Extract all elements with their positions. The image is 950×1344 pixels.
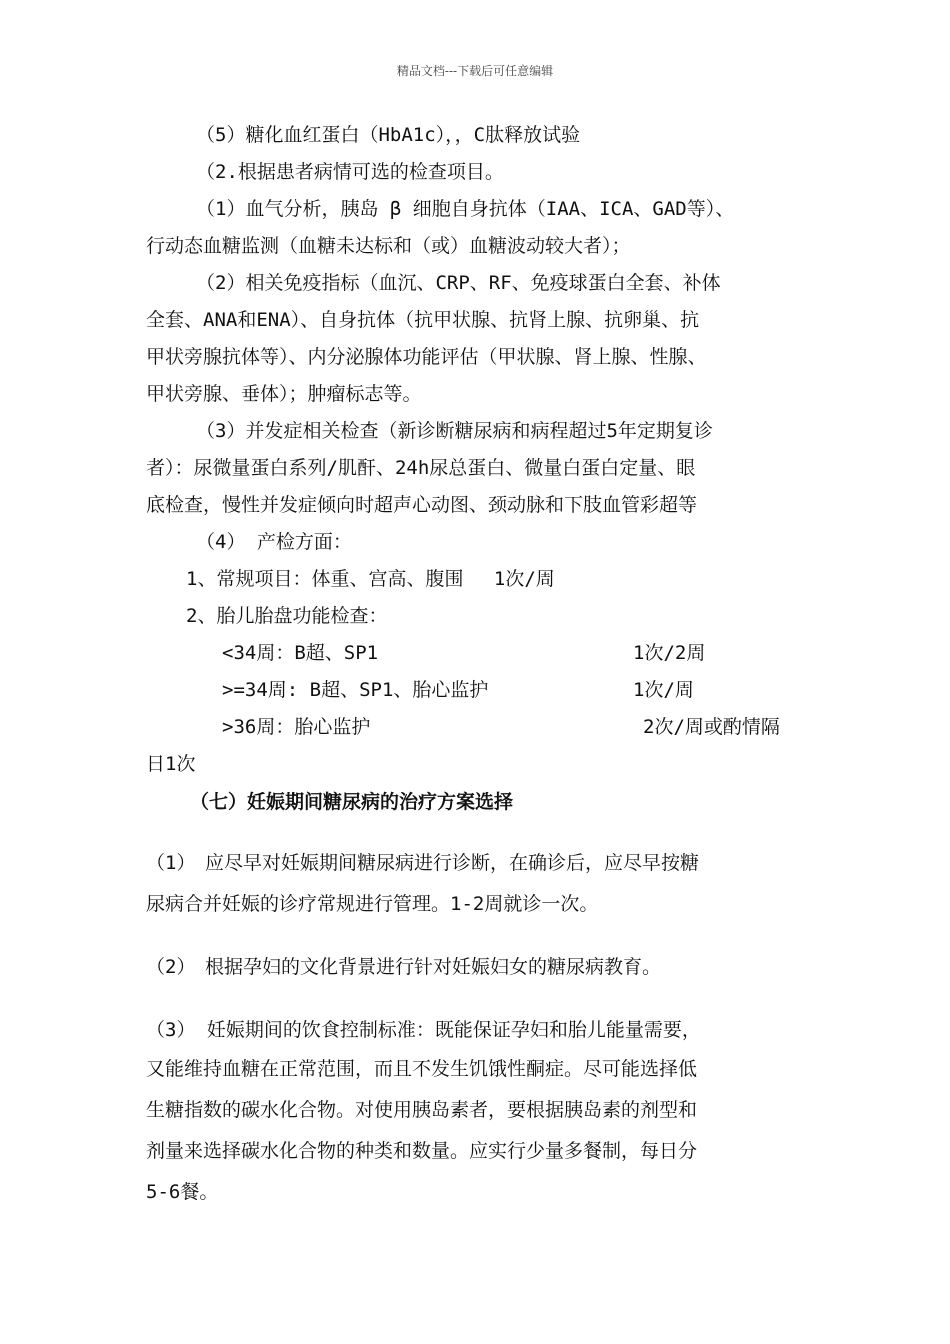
- text-line: 底检查，慢性并发症倾向时超声心动图、颈动脉和下肢血管彩超等: [146, 494, 698, 516]
- text-line: 日1次: [146, 753, 196, 775]
- schedule-label: >36周：胎心监护: [222, 716, 371, 738]
- page-header: 精品文档---下载后可任意编辑: [396, 64, 554, 78]
- text-line: 2、胎儿胎盘功能检查：: [186, 605, 388, 627]
- text-line: （5）糖化血红蛋白（HbA1c），，C肽释放试验: [196, 124, 581, 146]
- text-line: 甲状旁腺、垂体）；肿瘤标志等。: [146, 383, 422, 405]
- text-line: （3）并发症相关检查（新诊断糖尿病和病程超过5年定期复诊: [196, 420, 713, 442]
- text-line: （2.根据患者病情可选的检查项目。: [196, 161, 504, 183]
- text-line: 全套、ANA和ENA）、自身抗体（抗甲状腺、抗肾上腺、抗卵巢、抗: [146, 309, 700, 331]
- section-title: （七）妊娠期间糖尿病的治疗方案选择: [190, 791, 514, 813]
- text-line: （1）血气分析，胰岛 β 细胞自身抗体（IAA、ICA、GAD等）、: [196, 198, 735, 220]
- text-line: 甲状旁腺抗体等）、内分泌腺体功能评估（甲状腺、肾上腺、性腺、: [146, 346, 707, 368]
- text-line: （4） 产检方面：: [196, 531, 352, 553]
- text-line: 又能维持血糖在正常范围，而且不发生饥饿性酮症。尽可能选择低: [146, 1058, 698, 1080]
- schedule-frequency: 2次/周或酌情隔: [643, 716, 780, 738]
- schedule-label: <34周：B超、SP1: [222, 642, 379, 664]
- text-line: 行动态血糖监测（血糖未达标和（或）血糖波动较大者）；: [146, 235, 631, 257]
- text-line: 剂量来选择碳水化合物的种类和数量。应实行少量多餐制，每日分: [146, 1140, 698, 1162]
- text-line: 尿病合并妊娠的诊疗常规进行管理。1-2周就诊一次。: [146, 893, 599, 915]
- schedule-frequency: 1次/周: [633, 679, 694, 701]
- text-line: 5-6餐。: [146, 1181, 219, 1203]
- text-line: 生糖指数的碳水化合物。对使用胰岛素者，要根据胰岛素的剂型和: [146, 1099, 698, 1121]
- schedule-label: >=34周: B超、SP1、胎心监护: [222, 679, 489, 701]
- text-line: （1） 应尽早对妊娠期间糖尿病进行诊断，在确诊后，应尽早按糖: [146, 852, 699, 874]
- schedule-frequency: 1次/2周: [633, 642, 706, 664]
- text-line: （2）相关免疫指标（血沉、CRP、RF、免疫球蛋白全套、补体: [196, 272, 721, 294]
- text-line: 者）：尿微量蛋白系列/肌酐、24h尿总蛋白、微量白蛋白定量、眼: [146, 457, 696, 479]
- text-line: （2） 根据孕妇的文化背景进行针对妊娠妇女的糖尿病教育。: [146, 956, 661, 978]
- text-line: 1、常规项目：体重、宫高、腹围 1次/周: [186, 568, 555, 590]
- text-line: （3） 妊娠期间的饮食控制标准：既能保证孕妇和胎儿能量需要，: [146, 1019, 701, 1041]
